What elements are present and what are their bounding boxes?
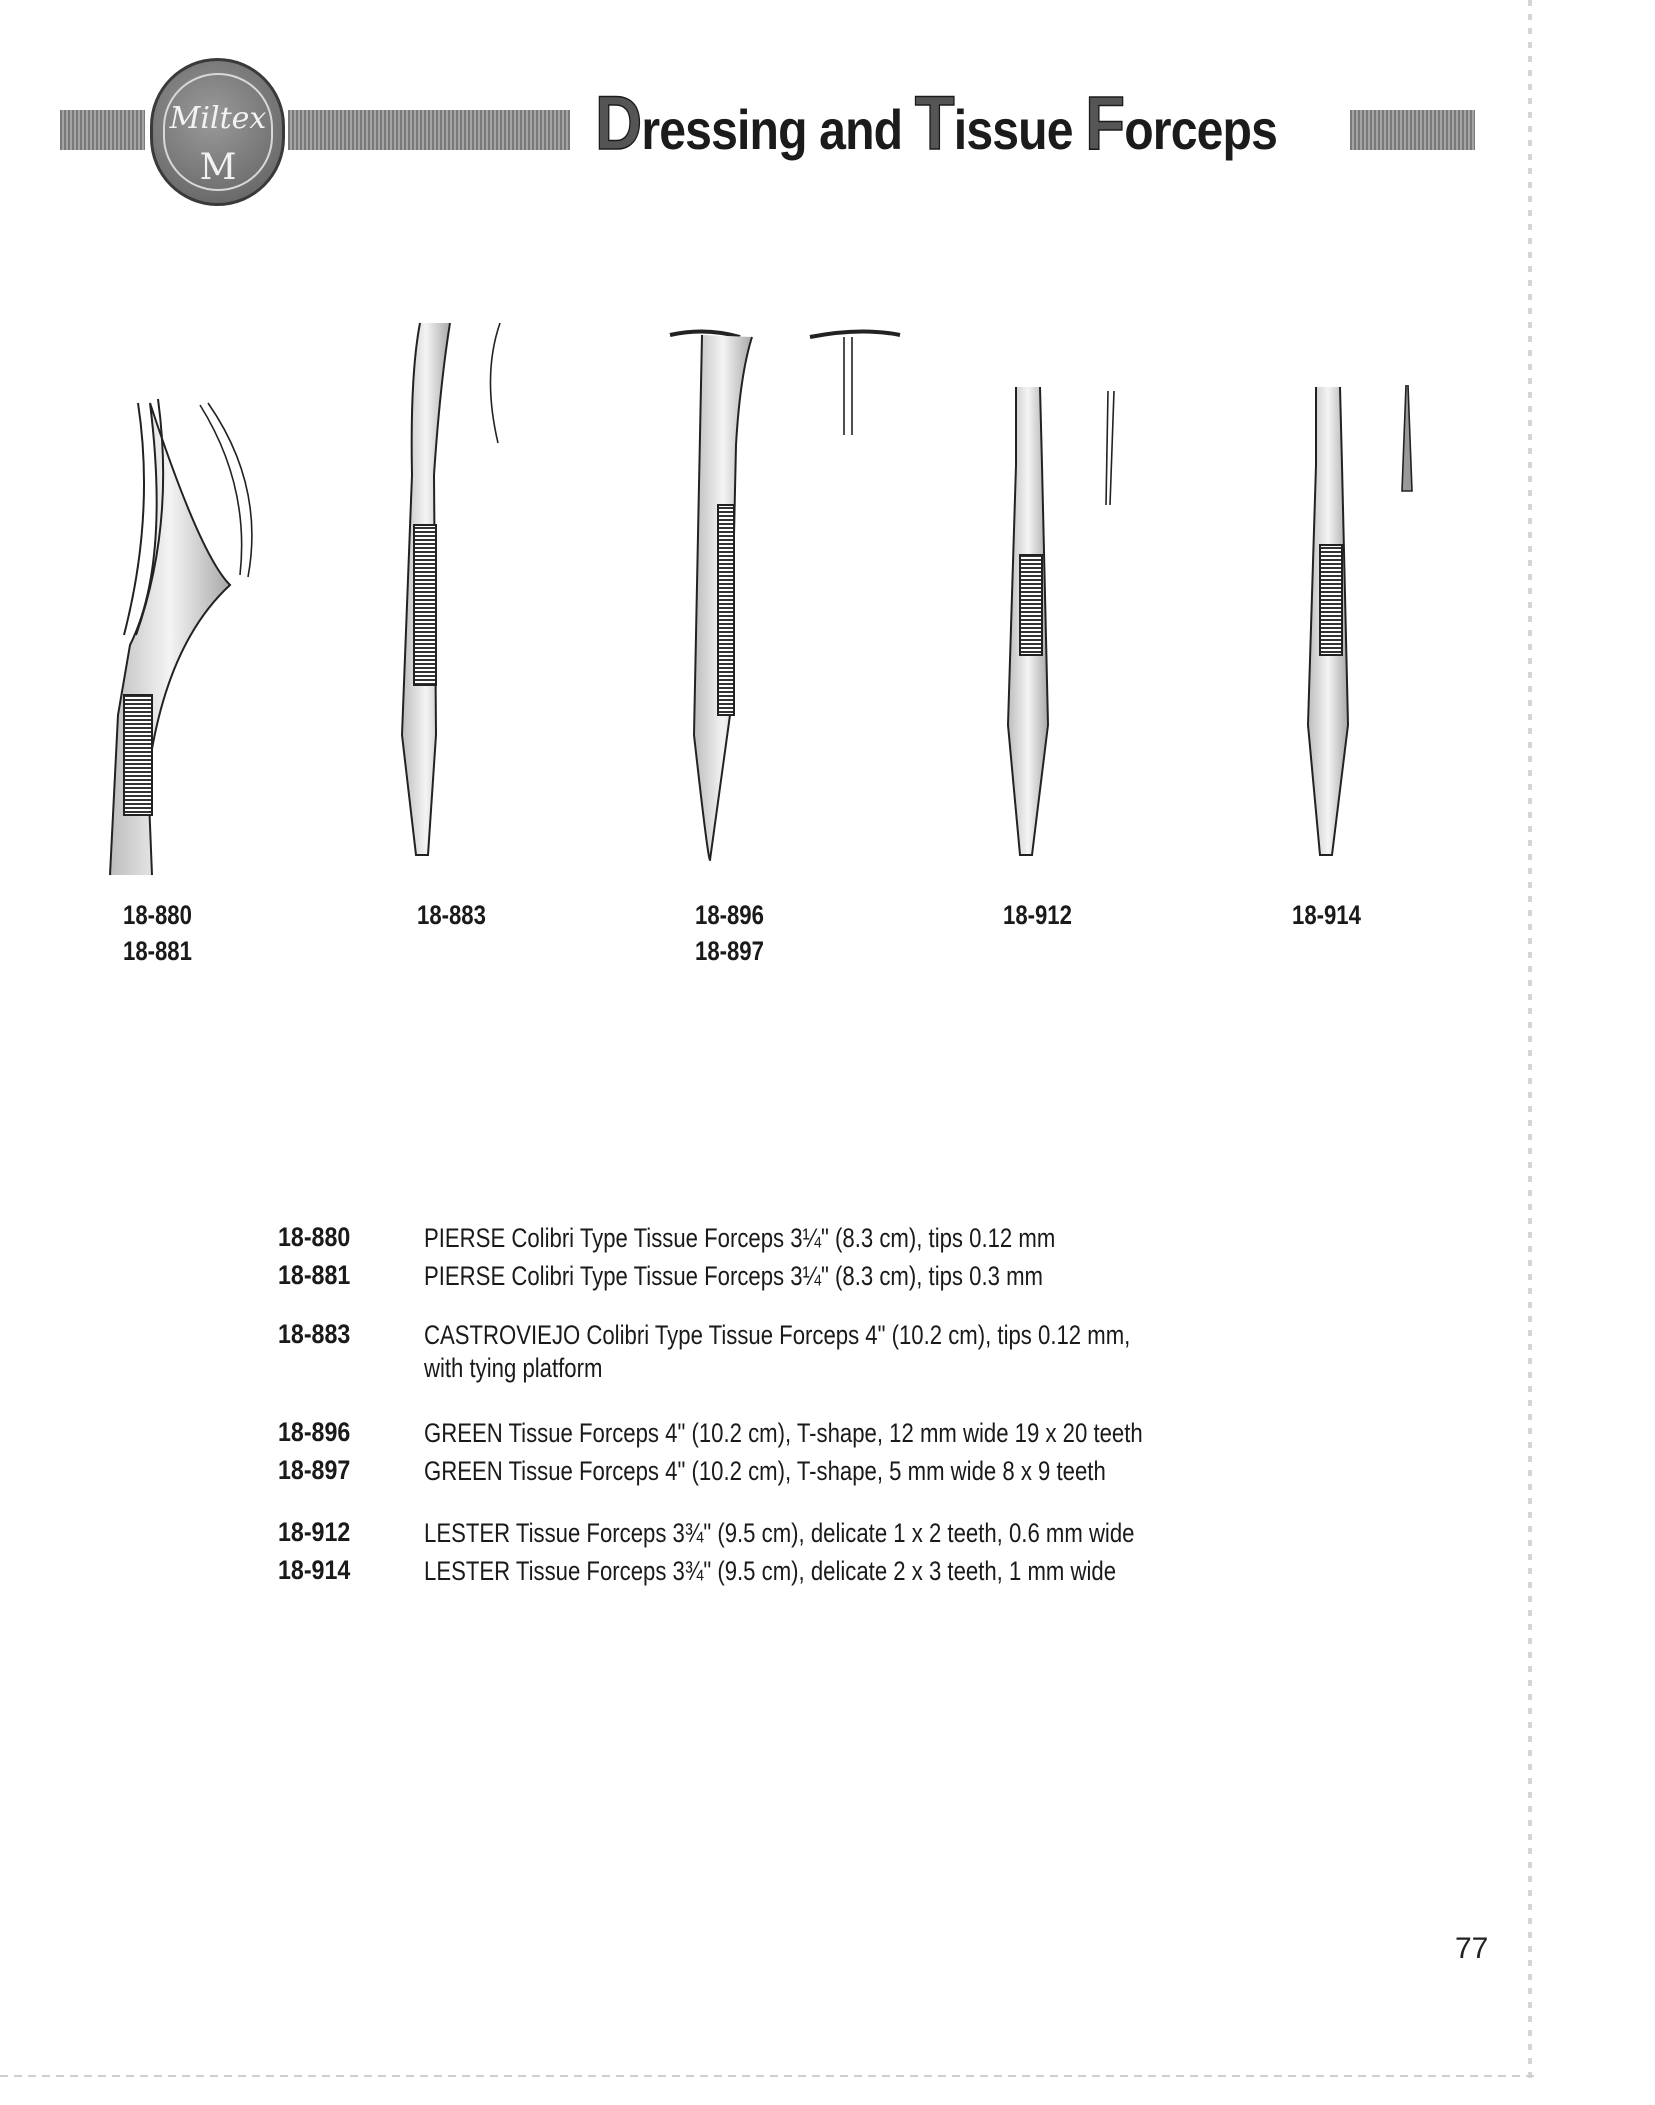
spec-code: 18-883 — [278, 1319, 351, 1349]
forceps-illustration-18-914 — [1308, 385, 1412, 855]
forceps-illustration-18-883 — [402, 323, 500, 855]
spec-description: CASTROVIEJO Colibri Type Tissue Forceps 4" (10.2 cm), tips 0.12 mm, with tying platform — [424, 1320, 1131, 1383]
spec-code: 18-896 — [278, 1417, 351, 1447]
header-band-left — [60, 110, 145, 150]
spec-description: GREEN Tissue Forceps 4" (10.2 cm), T-shape, 12 mm wide 19 x 20 teeth — [424, 1418, 1143, 1448]
title-cap-3: F — [1085, 81, 1125, 166]
spec-code: 18-881 — [278, 1260, 351, 1290]
illustration-label-4: 18-912 — [1003, 900, 1072, 930]
spec-description: LESTER Tissue Forceps 3¾" (9.5 cm), delicate 2 x 3 teeth, 1 mm wide — [424, 1556, 1117, 1586]
scan-edge — [1528, 0, 1532, 2080]
forceps-illustration-18-896 — [670, 331, 900, 860]
logo-ring — [163, 73, 273, 191]
header-band-middle — [288, 110, 570, 150]
spec-code: 18-912 — [278, 1517, 351, 1547]
logo-script-text: Miltex — [169, 101, 267, 136]
forceps-illustrations — [90, 315, 1460, 875]
miltex-logo — [150, 58, 285, 206]
spec-description: GREEN Tissue Forceps 4" (10.2 cm), T-shape, 5 mm wide 8 x 9 teeth — [424, 1456, 1106, 1486]
page-number: 77 — [1455, 1932, 1489, 1965]
spec-description: PIERSE Colibri Type Tissue Forceps 3¼" (8.3 cm), tips 0.12 mm — [424, 1223, 1056, 1253]
spec-code: 18-897 — [278, 1455, 351, 1485]
forceps-illustration-18-880 — [110, 399, 252, 875]
scan-bottom-edge — [0, 2075, 1535, 2077]
spec-code: 18-880 — [278, 1222, 351, 1252]
title-word-2: issue — [953, 98, 1086, 161]
forceps-illustration-18-912 — [1008, 387, 1114, 855]
spec-description: LESTER Tissue Forceps 3¾" (9.5 cm), delicate 1 x 2 teeth, 0.6 mm wide — [424, 1518, 1135, 1548]
spec-code: 18-914 — [278, 1555, 351, 1585]
illustration-label-5: 18-914 — [1292, 900, 1361, 930]
spec-description: PIERSE Colibri Type Tissue Forceps 3¼" (8.3 cm), tips 0.3 mm — [424, 1261, 1043, 1291]
illustration-label-2: 18-883 — [417, 900, 486, 930]
title-word-1: ressing and — [641, 98, 915, 161]
title-word-3: orceps — [1124, 98, 1278, 161]
header-band-right — [1350, 110, 1475, 150]
title-cap-1: D — [595, 81, 642, 166]
illustration-label-3: 18-896 18-897 — [695, 900, 764, 966]
title-cap-2: T — [914, 81, 954, 166]
logo-monogram: M — [199, 147, 237, 188]
illustration-label-1: 18-880 18-881 — [123, 900, 192, 966]
page-title — [595, 80, 1277, 167]
